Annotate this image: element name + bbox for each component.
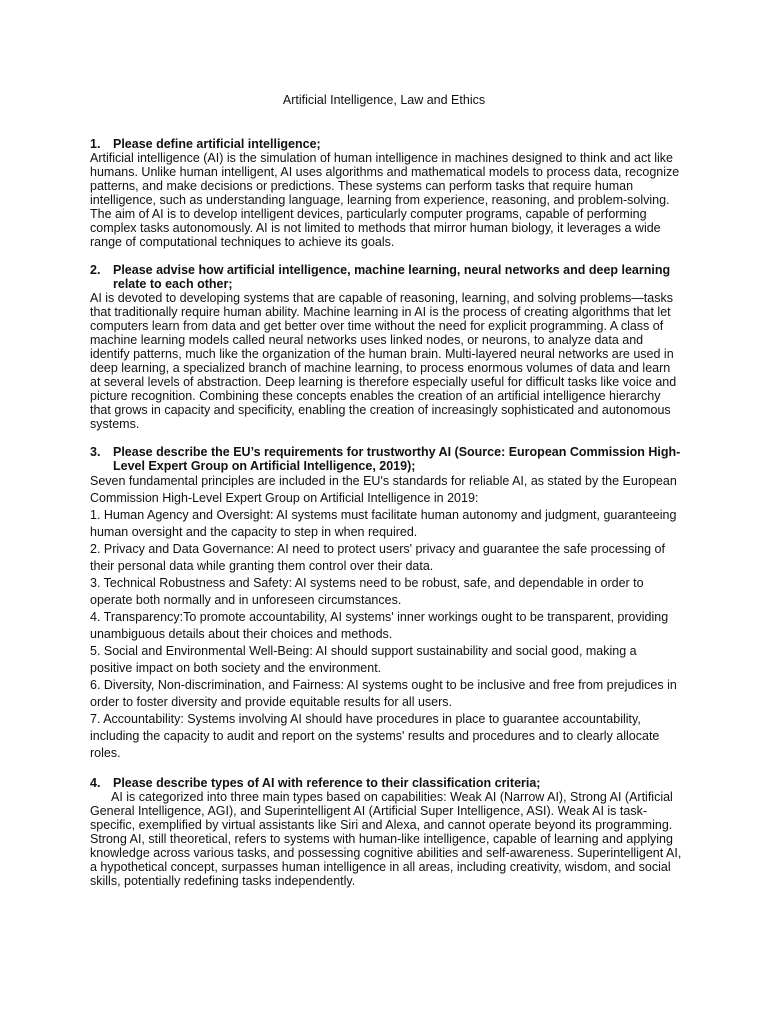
section-intro: Seven fundamental principles are included in the EU's standards for reliable AI, as stated by the European Commission High-Level Expert Group on Artificial Intelligence in 2019: xyxy=(90,474,677,505)
section-heading-text: Please define artificial intelligence; xyxy=(113,137,321,151)
section-body: AI is categorized into three main types based on capabilities: Weak AI (Narrow AI), Strong AI (Artificial General Intelligence, AGI), and Superintelligent AI (Artificial Super Intelligence, ASI). Weak AI is task-specific, exemplified by virtual assistants like Siri and Alexa, and cannot operate beyond its programming. Strong AI, still theoretical, refers to systems with human-like intelligence, capable of learning and applying knowledge across various tasks, and possessing cognitive abilities and self-awareness. Superintelligent AI, a hypothetical concept, surpasses human intelligence in all areas, including creativity, wisdom, and social skills, potentially redefining tasks independently. xyxy=(90,790,682,888)
section-1 xyxy=(90,137,682,249)
document-title: Artificial Intelligence, Law and Ethics xyxy=(282,93,486,107)
section-2 xyxy=(90,263,682,431)
list-item: 7. Accountability: Systems involving AI should have procedures in place to guarantee accountability, including the capacity to audit and report on the systems' results and procedures and to clearly allocate roles. xyxy=(90,712,660,760)
section-heading-text: Please describe types of AI with reference to their classification criteria; xyxy=(113,776,541,790)
section-heading xyxy=(90,137,682,151)
section-heading xyxy=(90,445,682,473)
section-heading xyxy=(90,263,682,291)
section-4 xyxy=(90,776,682,888)
list-item: 1. Human Agency and Oversight: AI systems must facilitate human autonomy and judgment, guaranteeing human oversight and the capacity to step in when required. xyxy=(90,508,677,539)
section-number: 4. xyxy=(90,776,101,790)
section-heading-text: Please advise how artificial intelligence, machine learning, neural networks and deep learning relate to each other; xyxy=(113,263,671,291)
section-body: Artificial intelligence (AI) is the simulation of human intelligence in machines designed to think and act like humans. Unlike human intelligent, AI uses algorithms and mathematical models to process data, recognize patterns, and make decisions or predictions. These systems can perform tasks that require human intelligence, such as understanding language, learning from experience, reasoning, and problem-solving. The aim of AI is to develop intelligent devices, particularly computer programs, capable of performing complex tasks autonomously. AI is not limited to methods that mirror human biology, it leverages a wide range of computational techniques to achieve its goals. xyxy=(90,151,680,249)
list-item: 6. Diversity, Non-discrimination, and Fairness: AI systems ought to be inclusive and free from prejudices in order to foster diversity and provide equitable results for all users. xyxy=(90,678,677,709)
document-content xyxy=(90,137,682,902)
list-item: 5. Social and Environmental Well-Being: AI should support sustainability and social good, making a positive impact on both society and the environment. xyxy=(90,644,637,675)
section-number: 3. xyxy=(90,445,101,459)
section-heading-text: Please describe the EU’s requirements for trustworthy AI (Source: European Commission High-Level Expert Group on Artificial Intelligence, 2019); xyxy=(113,445,681,473)
section-3 xyxy=(90,445,682,762)
list-item: 2. Privacy and Data Governance: AI need to protect users' privacy and guarantee the safe processing of their personal data while granting them control over their data. xyxy=(90,542,665,573)
section-number: 1. xyxy=(90,137,101,151)
section-number: 2. xyxy=(90,263,101,277)
section-body: AI is devoted to developing systems that are capable of reasoning, learning, and solving problems—tasks that traditionally require human ability. Machine learning in AI is the process of creating algorithms that let computers learn from data and get better over time without the need for explicit programming. A class of machine learning models called neural networks uses linked nodes, or neurons, to analyze data and identify patterns, much like the organization of the human brain. Multi-layered neural networks are used in deep learning, a specialized branch of machine learning, to process enormous volumes of data and learn at several levels of abstraction. Deep learning is therefore especially useful for difficult tasks like voice and picture recognition. Combining these concepts enables the creation of an artificial intelligence hierarchy that grows in capacity and specificity, enabling the creation of increasingly sophisticated and autonomous systems. xyxy=(90,291,677,431)
section-heading xyxy=(90,776,682,790)
list-item: 3. Technical Robustness and Safety: AI systems need to be robust, safe, and dependable in order to operate both normally and in unforeseen circumstances. xyxy=(90,576,644,607)
list-item: 4. Transparency:To promote accountability, AI systems' inner workings ought to be transparent, providing unambiguous details about their choices and methods. xyxy=(90,610,669,641)
